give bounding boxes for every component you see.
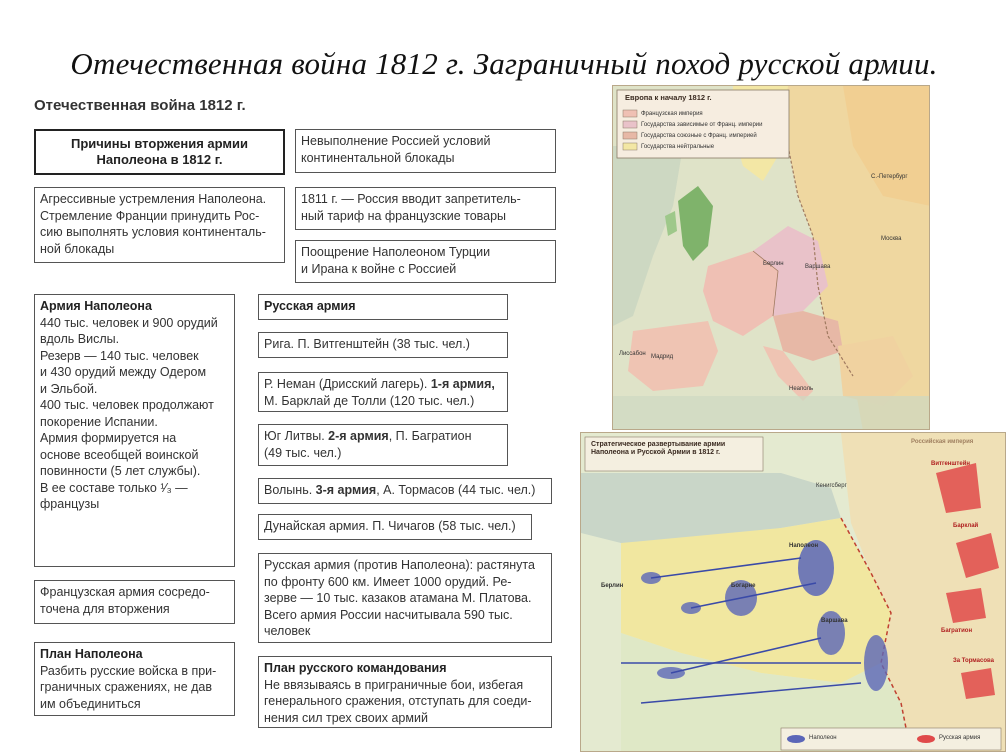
deployment-label: Варшава xyxy=(821,618,848,624)
deployment-label: Витгенштейн xyxy=(931,461,971,467)
europe-city-label: Неаполь xyxy=(789,386,814,392)
europe-map xyxy=(612,85,930,430)
second-army-box xyxy=(258,424,508,466)
deployment-label: Наполеон xyxy=(789,543,819,549)
danube-army-text: Дунайская армия. П. Чичагов (58 тыс. чел.) xyxy=(264,519,516,533)
deployment-label: Багратион xyxy=(941,628,973,634)
europe-city-label: Берлин xyxy=(763,261,784,267)
third-army-label: 3-я армия xyxy=(315,483,377,497)
europe-city-label: Варшава xyxy=(805,264,831,270)
deployment-label: За Тормасова xyxy=(953,658,994,664)
russian-summary-box xyxy=(258,553,552,643)
third-army-box xyxy=(258,478,552,504)
napoleon-plan-line: Разбить русские войска в при- xyxy=(40,663,217,678)
napoleon-army-line: В ее составе только ¹⁄₃ — xyxy=(40,480,188,495)
russian-plan-line: Не ввязываясь в приграничные бои, избегая xyxy=(264,677,524,692)
russian-summary-line: по фронту 600 км. Имеет 1000 орудий. Ре- xyxy=(264,574,512,589)
napoleon-army-line: 440 тыс. человек и 900 орудий xyxy=(40,315,218,330)
russian-summary-line: Всего армия России насчитывала 590 тыс. xyxy=(264,607,513,622)
europe-city-label: Мадрид xyxy=(651,354,674,360)
cause-turkey-line: и Ирана к войне с Россией xyxy=(301,261,457,276)
russian-summary-line: Русская армия (против Наполеона): растянута xyxy=(264,558,535,572)
napoleon-plan-box xyxy=(34,642,235,716)
napoleon-army-line: вдоль Вислы. xyxy=(40,332,120,346)
causes-heading-box xyxy=(34,129,285,175)
cause-turkey-box xyxy=(295,240,556,283)
section-title: Отечественная война 1812 г. xyxy=(34,97,246,114)
first-army-location: Р. Неман (Дрисский лагерь). xyxy=(264,377,431,391)
russian-plan-line: генерального сражения, отступать для соеди- xyxy=(264,694,532,708)
europe-legend-item: Государства нейтральные xyxy=(641,144,715,150)
napoleon-plan-heading: План Наполеона xyxy=(40,647,143,661)
russian-summary-line: зерве — 10 тыс. казаков атамана М. Платова. xyxy=(264,591,532,605)
causes-heading: Причины вторжения армии Наполеона в 1812 г. xyxy=(70,136,249,167)
russian-plan-line: нения сил трех своих армий xyxy=(264,710,428,725)
danube-army-box xyxy=(258,514,532,540)
cause-aggression-box xyxy=(34,187,285,263)
cause-blockade-box xyxy=(295,129,556,173)
russian-army-heading: Русская армия xyxy=(264,299,356,313)
napoleon-plan-line: граничных сражениях, не дав xyxy=(40,680,213,694)
napoleon-army-line: Армия формируется на xyxy=(40,431,177,445)
napoleon-army-line: Резерв — 140 тыс. человек xyxy=(40,348,199,363)
deployment-label: Богарне xyxy=(731,583,756,589)
napoleon-army-box xyxy=(34,294,235,567)
europe-city-label: С.-Петербург xyxy=(871,174,908,180)
first-army-commander: М. Барклай де Толли (120 тыс. чел.) xyxy=(264,393,475,408)
europe-city-label: Лиссабон xyxy=(619,351,646,357)
russian-plan-heading: План русского командования xyxy=(264,661,447,675)
europe-legend-item: Государства зависимые от Франц. империи xyxy=(641,122,763,128)
europe-city-label: Москва xyxy=(881,236,902,242)
third-army-commander: , А. Тормасов (44 тыс. чел.) xyxy=(376,483,536,497)
napoleon-army-line: и Эльбой. xyxy=(40,381,98,396)
cause-turkey-line: Поощрение Наполеоном Турции xyxy=(301,245,491,259)
napoleon-army-line: 400 тыс. человек продолжают xyxy=(40,398,214,412)
second-army-location: Юг Литвы. xyxy=(264,429,329,443)
cause-aggression-line: сию выполнять условия континенталь- xyxy=(40,225,266,239)
deployment-label: Барклай xyxy=(953,523,979,529)
deployment-map xyxy=(580,432,1006,752)
second-army-label: 2-я армия xyxy=(328,429,389,443)
russian-summary-line: человек xyxy=(264,624,311,638)
cause-blockade: Невыполнение Россией условий континентальной блокады xyxy=(301,134,491,165)
napoleon-army-heading: Армия Наполеона xyxy=(40,299,152,313)
deployment-legend-item: Наполеон xyxy=(809,735,837,741)
riga-box xyxy=(258,332,508,358)
cause-tariff-line: ный тариф на французские товары xyxy=(301,208,507,223)
europe-map-caption: Европа к началу 1812 г. xyxy=(625,93,712,102)
cause-aggression-line: ной блокады xyxy=(40,241,115,256)
cause-aggression-line: Стремление Франции принудить Рос- xyxy=(40,208,260,223)
europe-legend-item: Французская империя xyxy=(641,111,703,117)
napoleon-army-line: покорение Испании. xyxy=(40,414,158,429)
slide-title: Отечественная война 1812 г. Заграничный поход русской армии. xyxy=(70,46,938,81)
second-army-size: (49 тыс. чел.) xyxy=(264,445,342,460)
deployment-label: Берлин xyxy=(601,583,624,589)
russian-army-heading-box xyxy=(258,294,508,320)
third-army-location: Волынь. xyxy=(264,483,316,497)
napoleon-army-line: французы xyxy=(40,497,100,511)
concentration-box xyxy=(34,580,235,624)
russian-plan-box xyxy=(258,656,552,728)
first-army-box xyxy=(258,372,508,412)
cause-aggression-line: Агрессивные устремления Наполеона. xyxy=(40,192,267,206)
cause-tariff-line: 1811 г. — Россия вводит запретитель- xyxy=(301,192,521,206)
concentration-line: Французская армия сосредо- xyxy=(40,585,210,599)
second-army-commander: , П. Багратион xyxy=(388,429,472,443)
riga-text: Рига. П. Витгенштейн (38 тыс. чел.) xyxy=(264,337,470,351)
cause-tariff-box xyxy=(295,187,556,230)
concentration-line: точена для вторжения xyxy=(40,601,170,616)
napoleon-army-line: основе всеобщей воинской xyxy=(40,447,199,462)
deployment-legend-item: Русская армия xyxy=(939,735,981,741)
deployment-label: Кенигсберг xyxy=(816,483,847,489)
first-army-label: 1-я армия, xyxy=(430,377,495,391)
deployment-label: Российская империя xyxy=(911,439,974,445)
deployment-map-caption: Стратегическое развертывание армии Наполеона и Русской Армии в 1812 г. xyxy=(591,441,726,456)
napoleon-army-line: и 430 орудий между Одером xyxy=(40,365,207,379)
napoleon-plan-line: им объединиться xyxy=(40,696,141,711)
europe-legend-item: Государства союзные с Франц. империей xyxy=(641,133,757,139)
napoleon-army-line: повинности (5 лет службы). xyxy=(40,464,201,478)
